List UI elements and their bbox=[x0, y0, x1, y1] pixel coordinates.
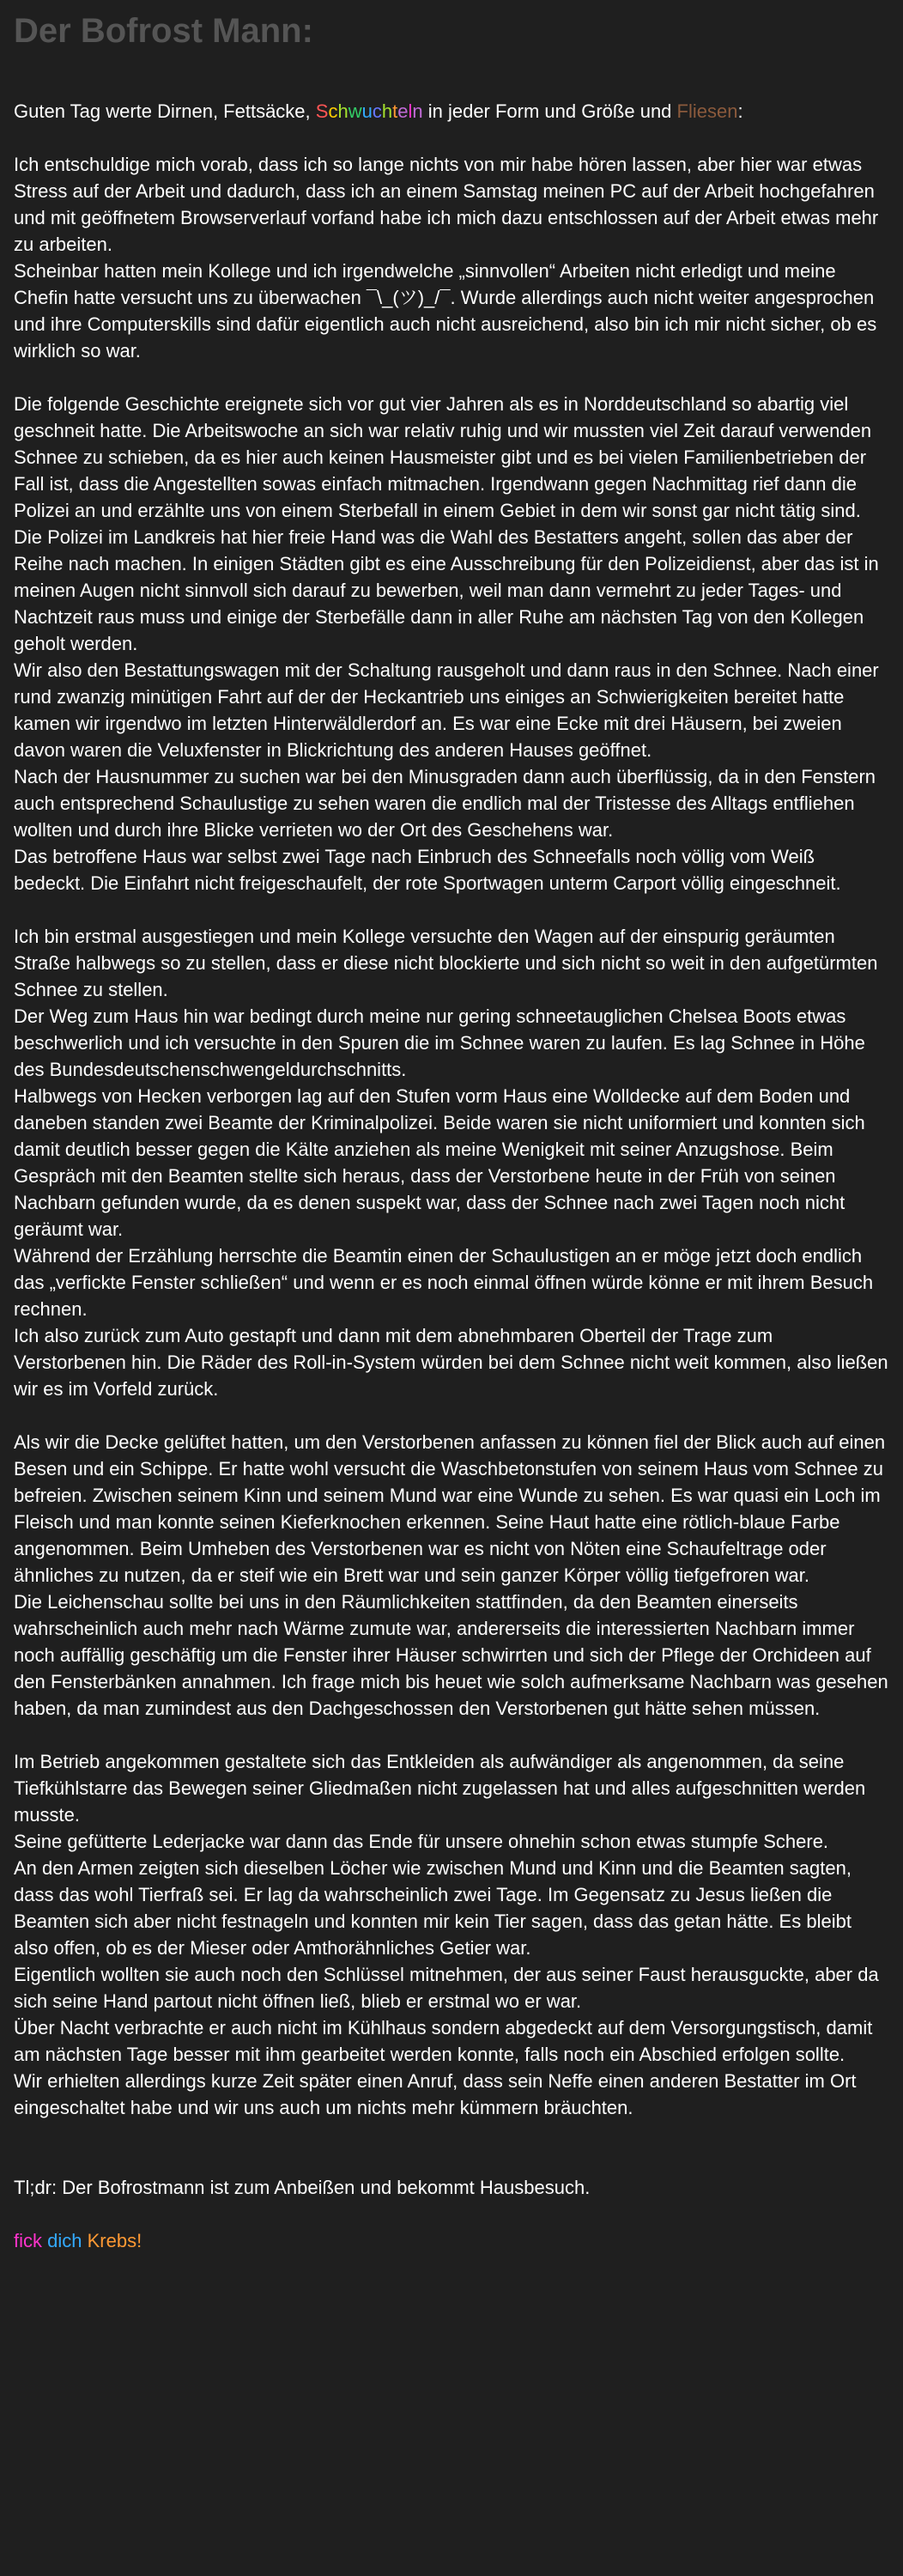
paragraph-line: Ich entschuldige mich vorab, dass ich so lange nichts von mir habe hören lassen, aber hier war etwas Stress auf der Arbeit und dadurch, dass ich an einem Samstag meinen PC auf der Arbeit hochgefahren und mit geöffnetem Browserverlauf vorfand habe ich mich dazu entschlossen auf der Arbeit etwas mehr zu arbeiten. bbox=[14, 154, 879, 255]
signoff-word-2: dich bbox=[47, 2230, 82, 2251]
paragraph-5 bbox=[14, 1748, 889, 2121]
greeting-text-3: : bbox=[737, 100, 743, 122]
fliesen-word: Fliesen bbox=[676, 100, 738, 122]
paragraph-line: Im Betrieb angekommen gestaltete sich das Entkleiden als aufwändiger als angenommen, da seine Tiefkühlstarre das Bewegen seiner Gliedmaßen nicht zugelassen hat und alles aufgeschnitten werden musste. bbox=[14, 1751, 866, 1826]
paragraph-line: Ich bin erstmal ausgestiegen und mein Kollege versuchte den Wagen auf der einspurig geräumten Straße halbwegs so zu stellen, dass er diese nicht blockierte und sich nicht so weit in den aufgetürmten Schnee zu stellen. bbox=[14, 926, 878, 1000]
paragraph-line: Das betroffene Haus war selbst zwei Tage nach Einbruch des Schneefalls noch völlig vom Weiß bedeckt. Die Einfahrt nicht freigeschaufelt, der rote Sportwagen unterm Carport völlig eingeschneit. bbox=[14, 846, 841, 894]
paragraph-line: Ich also zurück zum Auto gestapft und dann mit dem abnehmbaren Oberteil der Trage zum Verstorbenen hin. Die Räder des Roll-in-System würden bei dem Schnee nicht weit kommen, also ließen wir es im Vorfeld zurück. bbox=[14, 1325, 888, 1400]
paragraph-line: Nach der Hausnummer zu suchen war bei den Minusgraden dann auch überflüssig, da in den Fenstern auch entsprechend Schaulustige zu sehen waren die endlich mal der Tristesse des Alltags entfliehen wollten und durch ihre Blicke verrieten wo der Ort des Geschehens war. bbox=[14, 766, 876, 841]
paragraph-1 bbox=[14, 151, 889, 364]
paragraph-line: Halbwegs von Hecken verborgen lag auf den Stufen vorm Haus eine Wolldecke auf dem Boden und daneben standen zwei Beamte der Kriminalpolizei. Beide waren sie nicht uniformiert und konnten sich damit deutlich besser gegen die Kälte anziehen als meine Wenigkeit mit seiner Anzugshose. Beim Gespräch mit den Beamten stellte sich heraus, dass der Verstorbene heute in der Früh von seinen Nachbarn gefunden wurde, da es denen suspekt war, dass der Schnee nach zwei Tagen noch nicht geräumt war. bbox=[14, 1085, 865, 1240]
rainbow-letter: S bbox=[315, 100, 329, 122]
rainbow-letter: l bbox=[408, 100, 413, 122]
page-title: Der Bofrost Mann: bbox=[14, 12, 313, 50]
paragraph-line: Eigentlich wollten sie auch noch den Schlüssel mitnehmen, der aus seiner Faust herausguckte, aber da sich seine Hand partout nicht öffnen ließ, blieb er erstmal wo er war. bbox=[14, 1964, 879, 2012]
greeting-text-2: in jeder Form und Größe und bbox=[422, 100, 677, 122]
tldr-line: Tl;dr: Der Bofrostmann ist zum Anbeißen und bekommt Hausbesuch. bbox=[14, 2177, 591, 2198]
paragraph-line: Über Nacht verbrachte er auch nicht im Kühlhaus sondern abgedeckt auf dem Versorgungstisch, damit am nächsten Tage besser mit ihm gearbeitet werden konnte, falls noch ein Abschied erfolgen sollte. bbox=[14, 2017, 873, 2065]
rainbow-letter: c bbox=[372, 100, 382, 122]
rainbow-letter: h bbox=[337, 100, 348, 122]
rainbow-letter: t bbox=[392, 100, 398, 122]
paragraph-2 bbox=[14, 391, 889, 896]
signoff-word-3: Krebs! bbox=[87, 2230, 142, 2251]
signoff-line bbox=[14, 2227, 889, 2254]
paragraph-line: Die Leichenschau sollte bei uns in den Räumlichkeiten stattfinden, da den Beamten einerseits wahrscheinlich auch mehr nach Wärme zumute war, andererseits die interessierten Nachbarn immer noch auffällig geschäftig um die Fenster ihrer Häuser schwirrten und sich der Pflege der Orchideen auf den Fensterbänken annahmen. Ich frage mich bis heuet wie solch aufmerksame Nachbarn was gesehen haben, da man zumindest aus den Dachgeschossen den Verstorbenen gut hätte sehen müssen. bbox=[14, 1591, 888, 1719]
paragraph-line: Wir erhielten allerdings kurze Zeit später einen Anruf, dass sein Neffe einen anderen Bestatter im Ort eingeschaltet habe und wir uns auch um nichts mehr kümmern bräuchten. bbox=[14, 2070, 857, 2118]
paragraph-line: Als wir die Decke gelüftet hatten, um den Verstorbenen anfassen zu können fiel der Blick auch auf einen Besen und ein Schippe. Er hatte wohl versucht die Waschbetonstufen von seinem Haus vom Schnee zu befreien. Zwischen seinem Kinn und seinem Mund war eine Wunde zu sehen. Es war quasi ein Loch im Fleisch und man konnte seinen Kieferknochen erkennen. Seine Haut hatte eine rötlich-blaue Farbe angenommen. Beim Umheben des Verstorbenen war es nicht von Nöten eine Schaufeltrage oder ähnliches zu nutzen, da er steif wie ein Brett war und sein ganzer Körper völlig tiefgefroren war. bbox=[14, 1431, 886, 1586]
rainbow-word bbox=[316, 100, 423, 122]
greeting-line bbox=[14, 98, 889, 125]
paragraph-line: Während der Erzählung herrschte die Beamtin einen der Schaulustigen an er möge jetzt doch endlich das „verfickte Fenster schließen“ und wenn er es noch einmal öffnen würde könne er mit ihrem Besuch rechnen. bbox=[14, 1245, 874, 1320]
paragraph-3 bbox=[14, 923, 889, 1402]
rainbow-letter: h bbox=[381, 100, 393, 122]
rainbow-letter: n bbox=[412, 100, 423, 122]
paragraph-line: Der Weg zum Haus hin war bedingt durch meine nur gering schneetauglichen Chelsea Boots etwas beschwerlich und ich versuchte in den Spuren die im Schnee waren zu laufen. Es lag Schnee in Höhe des Bundesdeutschenschwengeldurchschnitts. bbox=[14, 1005, 865, 1080]
signoff-word-1: fick bbox=[14, 2230, 42, 2251]
paragraph-line: Die folgende Geschichte ereignete sich vor gut vier Jahren als es in Norddeutschland so abartig viel geschneit hatte. Die Arbeitswoche an sich war relativ ruhig und wir mussten viel Zeit darauf verwenden Schnee zu schieben, da es hier auch keinen Hausmeister gibt und es bei vielen Familienbetrieben der Fall ist, dass die Angestellten sowas einfach mitmachen. Irgendwann gegen Nachmittag rief dann die Polizei an und erzählte uns von einem Sterbefall in einem Gebiet in dem wir sonst gar nicht tätig sind. Die Polizei im Landkreis hat hier freie Hand was die Wahl des Bestatters angeht, sollen das aber der Reihe nach machen. In einigen Städten gibt es eine Ausschreibung für den Polizeidienst, aber das ist in meinen Augen nicht sinnvoll sich darauf zu bewerben, weil man dann vermehrt zu jeder Tages- und Nachtzeit raus muss und einige der Sterbefälle dann in aller Ruhe am nächsten Tag von den Kollegen geholt werden. bbox=[14, 393, 879, 654]
paragraph-line: Scheinbar hatten mein Kollege und ich irgendwelche „sinnvollen“ Arbeiten nicht erledigt und meine Chefin hatte versucht uns zu überwachen ¯\_(ツ)_/¯. Wurde allerdings auch nicht weiter angesprochen und ihre Computerskills sind dafür eigentlich auch nicht ausreichend, also bin ich mir nicht sicher, ob es wirklich so war. bbox=[14, 260, 877, 361]
paragraph-line: An den Armen zeigten sich dieselben Löcher wie zwischen Mund und Kinn und die Beamten sagten, dass das wohl Tierfraß sei. Er lag da wahrscheinlich zwei Tage. Im Gegensatz zu Jesus ließen die Beamten sich aber nicht festnageln und konnten mir kein Tier sagen, dass das getan hätte. Es bleibt also offen, ob es der Mieser oder Amthorähnliches Getier war. bbox=[14, 1857, 851, 1959]
rainbow-letter: u bbox=[361, 100, 373, 122]
paragraph-line: Wir also den Bestattungswagen mit der Schaltung rausgeholt und dann raus in den Schnee. Nach einer rund zwanzig minütigen Fahrt auf der der Heckantrieb uns einiges an Schwierigkeiten bereitet hatte kamen wir irgendwo im letzten Hinterwäldlerdorf an. Es war eine Ecke mit drei Häusern, bei zweien davon waren die Veluxfenster in Blickrichtung des anderen Hauses geöffnet. bbox=[14, 659, 879, 761]
rainbow-letter: c bbox=[328, 100, 338, 122]
rainbow-letter: w bbox=[348, 100, 362, 122]
paragraph-line: Seine gefütterte Lederjacke war dann das Ende für unsere ohnehin schon etwas stumpfe Schere. bbox=[14, 1831, 829, 1852]
paragraph-4 bbox=[14, 1429, 889, 1722]
greeting-text-1: Guten Tag werte Dirnen, Fettsäcke, bbox=[14, 100, 316, 122]
rainbow-letter: e bbox=[397, 100, 409, 122]
